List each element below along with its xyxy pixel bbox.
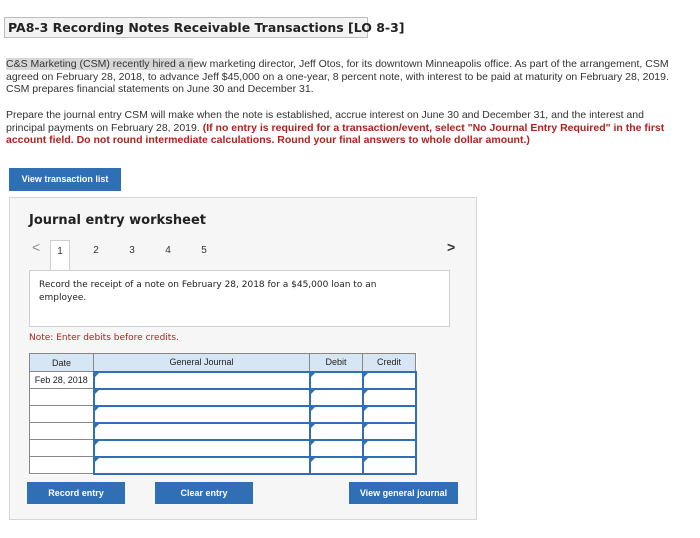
chevron-left-icon[interactable]: < [32, 239, 41, 255]
date-cell [30, 423, 94, 440]
credit-input[interactable] [363, 440, 416, 457]
debit-column-header: Debit [310, 354, 363, 372]
tab-4[interactable]: 4 [165, 245, 171, 256]
worksheet-title: Journal entry worksheet [29, 213, 206, 228]
date-cell [30, 389, 94, 406]
journal-entry-worksheet [9, 197, 477, 520]
account-input[interactable] [94, 406, 310, 423]
journal-table [29, 353, 417, 475]
account-input[interactable] [94, 423, 310, 440]
date-cell [30, 440, 94, 457]
table-row [30, 457, 416, 474]
debit-input[interactable] [310, 406, 363, 423]
debit-input[interactable] [310, 423, 363, 440]
instruction-box [29, 270, 450, 327]
account-input[interactable] [94, 457, 310, 474]
table-row [30, 372, 416, 389]
date-cell [30, 406, 94, 423]
debit-input[interactable] [310, 389, 363, 406]
account-input[interactable] [94, 372, 310, 389]
instruction-text: Record the receipt of a note on February 28, 2018 for a $45,000 loan to an employee. [39, 280, 377, 303]
credit-column-header: Credit [363, 354, 416, 372]
clear-entry-button[interactable]: Clear entry [155, 482, 253, 504]
table-row [30, 423, 416, 440]
account-input[interactable] [94, 389, 310, 406]
debit-credit-note: Note: Enter debits before credits. [29, 333, 179, 343]
general-journal-column-header: General Journal [94, 354, 310, 372]
table-row [30, 440, 416, 457]
date-column-header: Date [30, 354, 94, 372]
instructions-text: Prepare the journal entry CSM will make when the note is established, accrue interest on June 30 and December 31, and the interest and principal payments on February 28, 2019. [6, 109, 644, 134]
table-row [30, 389, 416, 406]
debit-input[interactable] [310, 440, 363, 457]
date-cell: Feb 28, 2018 [30, 372, 94, 389]
highlighted-text: C&S Marketing (CSM) recently hired a n [6, 58, 194, 70]
record-entry-button[interactable]: Record entry [27, 482, 125, 504]
tab-5[interactable]: 5 [201, 245, 207, 256]
view-transaction-list-button[interactable]: View transaction list [9, 168, 121, 191]
tab-2[interactable]: 2 [93, 245, 99, 256]
credit-input[interactable] [363, 457, 416, 474]
instructions-warning: (If no entry is required for a transaction/event, select "No Journal Entry Required" in the first account field. Do not round intermediate calculations. Round your final answers to whole dollar amount.) [6, 121, 665, 146]
problem-description [6, 58, 672, 96]
credit-input[interactable] [363, 372, 416, 389]
date-cell [30, 457, 94, 474]
view-general-journal-button[interactable]: View general journal [349, 482, 458, 504]
table-row [30, 406, 416, 423]
problem-description-rest: ew marketing director, Jeff Otos, for its downtown Minneapolis office. As part of the arrangement, CSM agreed on February 28, 2018, to advance Jeff $45,000 on a one-year, 8 percent note, with interest to be paid at maturity on February 28, 2019. CSM prepares financial statements on June 30 and December 31. [6, 58, 669, 95]
chevron-right-icon[interactable]: > [447, 239, 456, 255]
credit-input[interactable] [363, 389, 416, 406]
problem-instructions [6, 109, 672, 147]
debit-input[interactable] [310, 457, 363, 474]
tab-3[interactable]: 3 [129, 245, 135, 256]
credit-input[interactable] [363, 406, 416, 423]
account-input[interactable] [94, 440, 310, 457]
tab-1[interactable]: 1 [50, 240, 70, 271]
debit-input[interactable] [310, 372, 363, 389]
credit-input[interactable] [363, 423, 416, 440]
page-title: PA8-3 Recording Notes Receivable Transactions [LO 8-3] [4, 17, 368, 38]
